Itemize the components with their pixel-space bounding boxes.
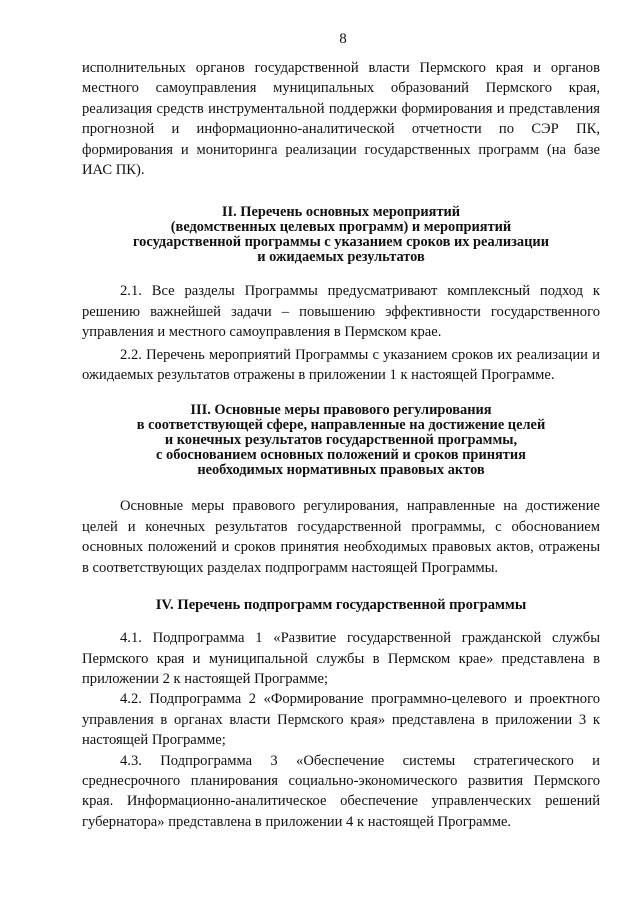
section-3-heading: III. Основные меры правового регулирования в соответствующей сфере, направленные на достижение целей и конечных результатов государственной программы, с обоснованием основных положений и сроков принятия необходимых нормативных правовых актов [136, 402, 546, 479]
intro-paragraph: исполнительных органов государственной власти Пермского края и органов местного самоуправления муниципальных образований Пермского края, реализация средств инструментальной поддержки формирования и представления прогнозной и информационно-аналитической отчетности по СЭР ПК, формирования и мониторинга реализации государственных программ (на базе ИАС ПК). [82, 60, 600, 179]
section-4-paragraph-2: 4.2. Подпрограмма 2 «Формирование программно-целевого и проектного управления в органах власти Пермского края» представлена в приложении 3 к настоящей Программе; [82, 691, 600, 749]
section-2-paragraph-2: 2.2. Перечень мероприятий Программы с указанием сроков их реализации и ожидаемых результатов отражены в приложении 1 к настоящей Программе. [82, 346, 600, 384]
section-4-paragraph-3: 4.3. Подпрограмма 3 «Обеспечение системы стратегического и среднесрочного планирования социально-экономического развития Пермского края. Информационно-аналитическое обеспечение управленческих решений губернатора» представлена в приложении 4 к настоящей Программе. [82, 752, 600, 830]
section-2-paragraph-1: 2.1. Все разделы Программы предусматривают комплексный подход к решению важнейшей задачи – повышению эффективности государственного управления и местного самоуправления в Пермском крае. [82, 283, 600, 341]
section-4-paragraph-1: 4.1. Подпрограмма 1 «Развитие государственной гражданской службы Пермского края и муниципальной службы в Пермском крае» представлена в приложении 2 к настоящей Программе; [82, 630, 600, 687]
section-4-heading: IV. Перечень подпрограмм государственной программы [155, 597, 527, 614]
document-page [82, 30, 600, 832]
page-number: 8 [339, 31, 347, 47]
section-3-paragraph-1: Основные меры правового регулирования, направленные на достижение целей и конечных результатов государственной программы, с обоснованием основных положений и сроков принятия необходимых правовых актов, отражены в соответствующих разделах подпрограмм настоящей Программы. [82, 498, 600, 576]
section-2-heading: II. Перечень основных мероприятий (ведомственных целевых программ) и мероприятий государственной программы с указанием сроков их реализации и ожидаемых результатов [133, 204, 549, 266]
